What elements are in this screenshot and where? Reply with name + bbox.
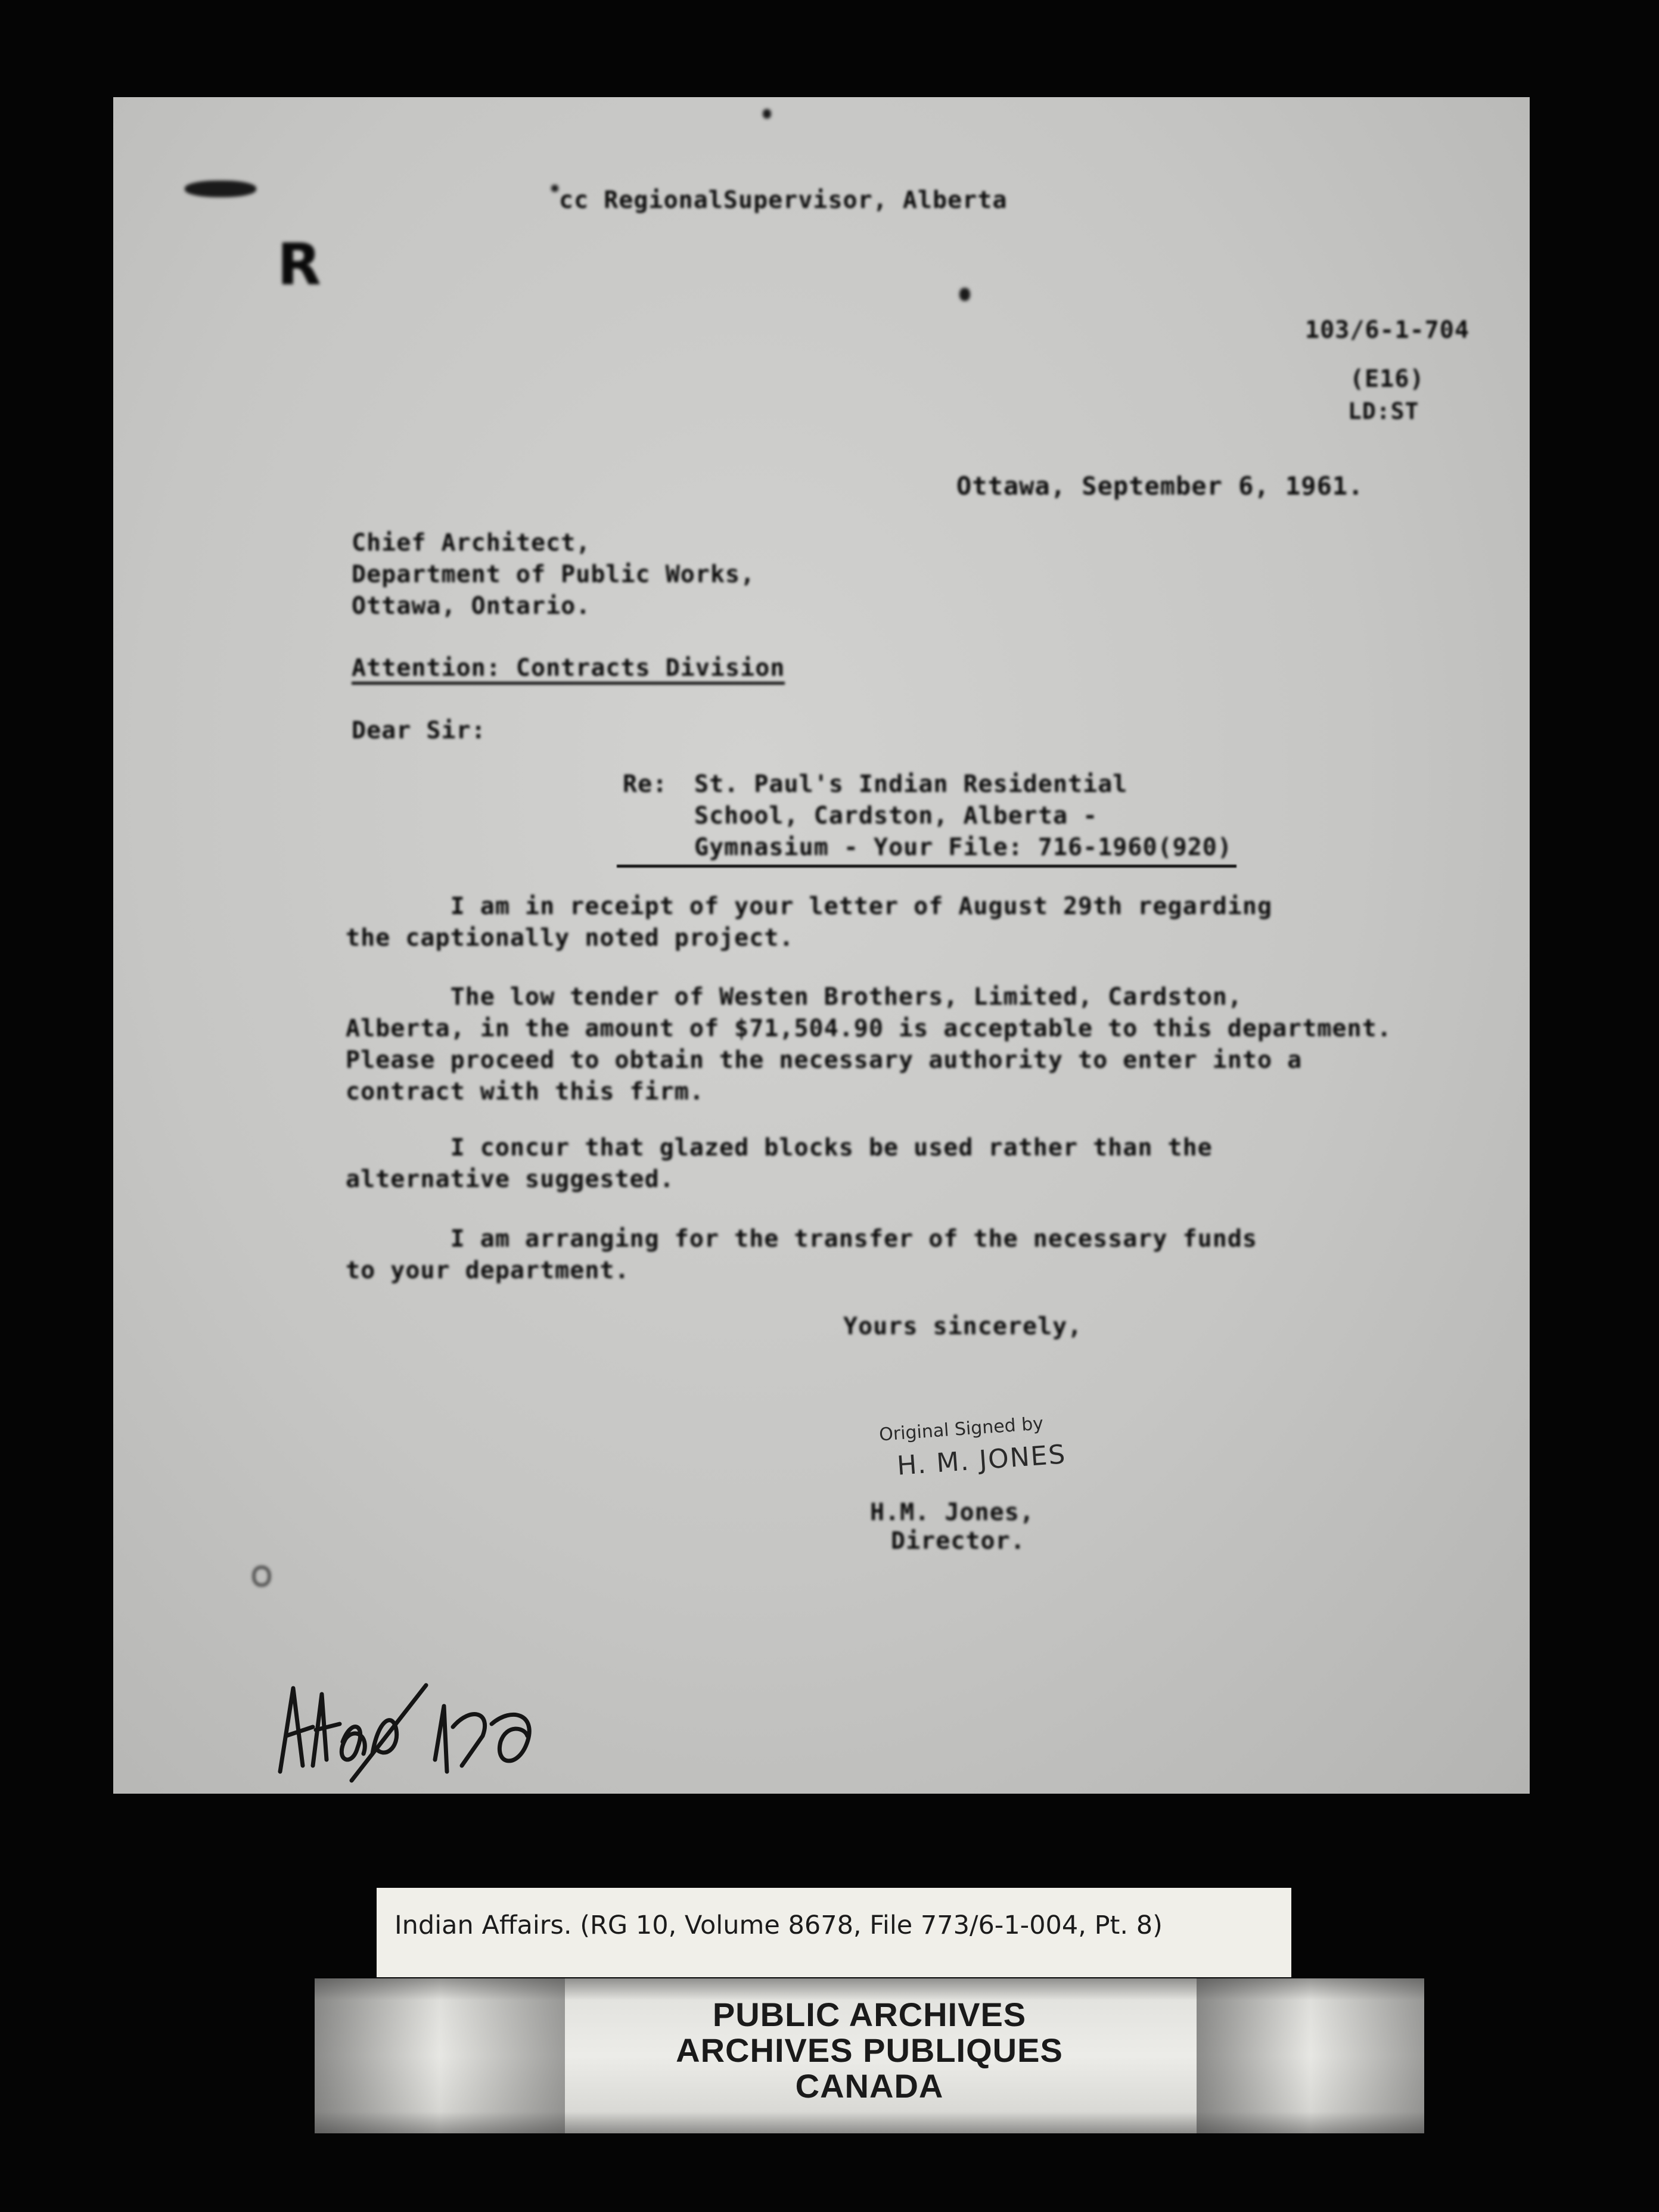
archive-stamp-line1: PUBLIC ARCHIVES [712, 1996, 1027, 2033]
archive-stamp-line2: ARCHIVES PUBLIQUES [676, 2031, 1063, 2069]
subject-line: St. Paul's Indian Residential [694, 771, 1128, 798]
body-line: Please proceed to obtain the necessary authority to enter into a [346, 1046, 1303, 1074]
subject-line: Gymnasium - Your File: 716-1960(920) [694, 834, 1232, 861]
signature-stamp-line1: Original Signed by [878, 1413, 1045, 1446]
ink-speck [959, 288, 970, 301]
subject-underline [617, 865, 1237, 868]
archive-stamp-line3: CANADA [795, 2067, 944, 2105]
body-line: I am arranging for the transfer of the necessary funds [346, 1225, 1258, 1253]
date-line: Ottawa, September 6, 1961. [956, 471, 1364, 501]
signature-stamp-line2: H. M. JONES [896, 1439, 1067, 1481]
addressee-line: Department of Public Works, [352, 561, 756, 588]
ink-blot [185, 181, 256, 197]
body-line: alternative suggested. [346, 1166, 675, 1193]
ink-speck [763, 109, 771, 119]
attention-line: Attention: Contracts Division [352, 654, 785, 685]
archive-reference-label [377, 1888, 1291, 1977]
signer-title: Director. [891, 1527, 1026, 1555]
letter-sheet [113, 97, 1530, 1794]
ink-speck [551, 185, 558, 192]
addressee-line: Ottawa, Ontario. [352, 592, 591, 620]
initials: LD:ST [1348, 398, 1419, 424]
body-line: I concur that glazed blocks be used rather than the [346, 1134, 1213, 1161]
body-line: Alberta, in the amount of $71,504.90 is acceptable to this department. [346, 1015, 1392, 1042]
handwritten-initials [256, 1670, 566, 1794]
closing: Yours sincerely, [843, 1313, 1083, 1340]
body-line: The low tender of Westen Brothers, Limited, Cardston, [346, 983, 1242, 1011]
file-code: (E16) [1350, 365, 1425, 393]
body-line: contract with this firm. [346, 1078, 704, 1105]
archive-reference-text: Indian Affairs. (RG 10, Volume 8678, File 773/6-1-004, Pt. 8) [394, 1910, 1163, 1940]
body-line: the captionally noted project. [346, 924, 794, 952]
ink-speck [253, 1566, 271, 1586]
margin-mark: R [277, 231, 322, 298]
cc-line: cc RegionalSupervisor, Alberta [559, 187, 1008, 214]
file-number: 103/6-1-704 [1305, 316, 1470, 344]
addressee-line: Chief Architect, [352, 529, 591, 557]
re-label: Re: [623, 771, 668, 798]
body-line: I am in receipt of your letter of August 29th regarding [346, 893, 1273, 920]
signer-name: H.M. Jones, [870, 1499, 1034, 1526]
salutation: Dear Sir: [352, 717, 486, 744]
body-line: to your department. [346, 1257, 630, 1284]
archive-stamp-band [315, 1978, 1424, 2133]
subject-line: School, Cardston, Alberta - [694, 802, 1098, 830]
